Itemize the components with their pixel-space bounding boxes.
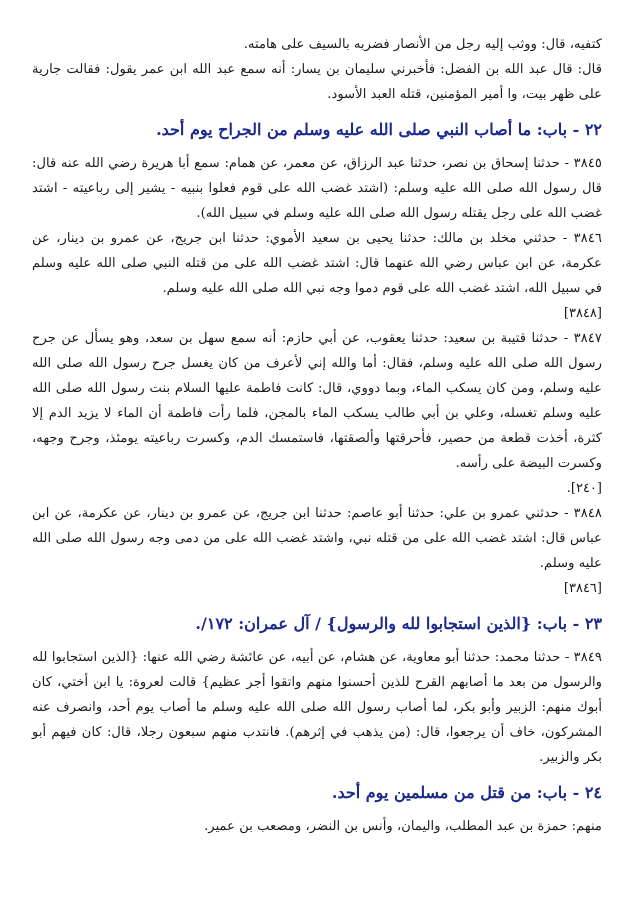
- cross-reference: [٣٨٤٦]: [563, 581, 602, 596]
- chapter-heading-24: ٢٤ - باب: من قتل من مسلمين يوم أحد.: [331, 783, 602, 802]
- chapter-heading-22: ٢٢ - باب: ما أصاب النبي صلى الله عليه وسلم من الجراح يوم أحد.: [156, 120, 602, 139]
- paragraph-martyrs: منهم: حمزة بن عبد المطلب، واليمان، وأنس بن النضر، ومصعب بن عمير.: [204, 819, 602, 834]
- chapter-heading-23: ٢٣ - باب: {الذين استجابوا لله والرسول} / آل عمران: ١٧٢/.: [195, 614, 602, 633]
- paragraph-continuation: كتفيه، قال: ووثب إليه رجل من الأنصار فضربه بالسيف على هامته.: [243, 37, 602, 52]
- cross-reference: [٢٤٠].: [566, 481, 602, 496]
- hadith-3846: ٣٨٤٦ - حدثني مخلد بن مالك: حدثنا يحيى بن سعيد الأموي: حدثنا ابن جريج، عن عمرو بن دينار، عن عكرمة، عن ابن عباس رضي الله عنهما قال: اشتد غضب الله على من قتله النبي صلى الله عليه وسلم في سبيل الله، اشتد غضب الله على قوم دموا وجه نبي الله صلى الله عليه وسلم.: [32, 231, 602, 296]
- cross-reference: [٣٨٤٨]: [563, 306, 602, 321]
- hadith-3847: ٣٨٤٧ - حدثنا قتيبة بن سعيد: حدثنا يعقوب، عن أبي حازم: أنه سمع سهل بن سعد، وهو يسأل عن جرح رسول الله صلى الله عليه وسلم، فقال: أما والله إني لأعرف من كان يغسل جرح رسول الله صلى الله عليه وسلم، ومن كان يسكب الماء، وبما دووي، قال: كانت فاطمة عليها السلام بنت رسول الله صلى الله عليه وسلم تغسله، وعلي بن أبي طالب يسكب الماء بالمجن، فلما رأت فاطمة أن الماء لا يزيد الدم إلا كثرة، أخذت قطعة من حصير، فأحرقتها وألصقتها، فاستمسك الدم، وكسرت رباعيته يومئذ، وجرح وجهه، وكسرت البيضة على رأسه.: [32, 331, 602, 471]
- paragraph-narration: قال: قال عبد الله بن الفضل: فأخبرني سليمان بن يسار: أنه سمع عبد الله ابن عمر يقول: فقالت جارية على ظهر بيت، وا أمير المؤمنين، قتله العبد الأسود.: [32, 62, 602, 102]
- hadith-3845: ٣٨٤٥ - حدثنا إسحاق بن نصر، حدثنا عبد الرزاق، عن معمر، عن همام: سمع أبا هريرة رضي الله عنه قال: قال رسول الله صلى الله عليه وسلم: (اشتد غضب الله على قوم فعلوا بنبيه - يشير إلى رباعيته - اشتد غضب الله على رجل يقتله رسول الله صلى الله عليه وسلم في سبيل الله).: [32, 156, 602, 221]
- hadith-3848: ٣٨٤٨ - حدثني عمرو بن علي: حدثنا أبو عاصم: حدثنا ابن جريج، عن عمرو بن دينار، عن عكرمة، عن ابن عباس قال: اشتد غضب الله على من قتله نبي، واشتد غضب الله على من دمى وجه رسول الله صلى الله عليه وسلم.: [32, 506, 602, 571]
- hadith-3849: ٣٨٤٩ - حدثنا محمد: حدثنا أبو معاوية، عن هشام، عن أبيه، عن عائشة رضي الله عنها: {الذين استجابوا لله والرسول من بعد ما أصابهم القرح للذين أحسنوا منهم واتقوا أجر عظيم} قالت لعروة: يا ابن أختي، كان أبوك منهم: الزبير وأبو بكر، لما أصاب رسول الله صلى الله عليه وسلم ما أصاب يوم أحد، وانصرف عنه المشركون، خاف أن يرجعوا، قال: (من يذهب في إثرهم). فانتدب منهم سبعون رجلا، قال: كان فيهم أبو بكر والزبير.: [32, 650, 602, 765]
